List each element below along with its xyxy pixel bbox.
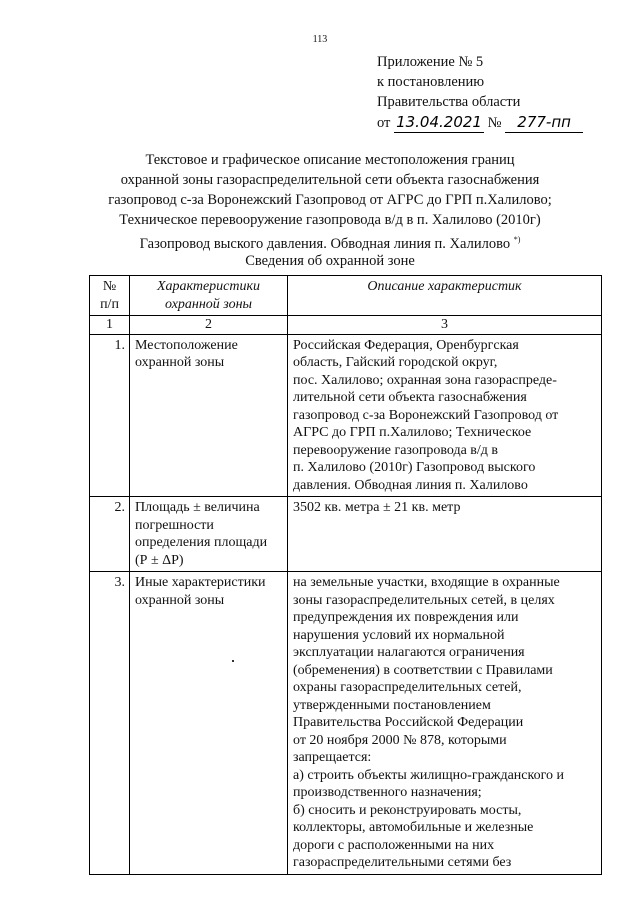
title-line xyxy=(60,230,600,254)
column-number: 2 xyxy=(130,316,288,335)
column-number: 3 xyxy=(288,316,602,335)
appendix-date-number-line xyxy=(377,112,583,133)
title-line: Текстовое и графическое описание местоположения границ xyxy=(145,152,515,168)
column-number: 1 xyxy=(90,316,130,335)
appendix-reference: к постановлению xyxy=(377,74,485,90)
handwritten-number: 277-пп xyxy=(505,112,583,133)
row-description: Российская Федерация, Оренбургская область, Гайский городской округ, пос. Халилово; охранная зона газораспреде- лительной сети объекта газоснабжения газопровод с-за Воронежский Газопровод от АГРС до ГРП п.Халилово; Техническое перевооружение газопровода в/д в п. Халилово (2010г) Газопровод выского давления. Обводная линия п. Халилово xyxy=(288,334,602,497)
row-number: 1. xyxy=(90,334,130,497)
date-prefix: от xyxy=(377,115,391,131)
header-description: Описание характеристик xyxy=(288,276,602,316)
handwritten-date: 13.04.2021 xyxy=(394,112,484,133)
column-number-row xyxy=(90,316,602,335)
row-characteristic: Площадь ± величина погрешности определения площади (Р ± ΔР) xyxy=(130,497,288,572)
title-line: газопровод с-за Воронежский Газопровод от АГРС до ГРП п.Халилово; xyxy=(108,192,552,208)
zone-info-table xyxy=(89,275,602,875)
scan-dot xyxy=(232,660,234,662)
appendix-title: Приложение № 5 xyxy=(377,54,484,70)
row-description: на земельные участки, входящие в охранные зоны газораспределительных сетей, в целях предупреждения их повреждения или нарушения условий их нормальной эксплуатации налагаются ограничения (обременения) в соответствии с Правилами охраны газораспределительных сетей, утвержденными постановлением Правительства Российской Федерации от 20 ноября 2000 № 878, которыми запрещается: а) строить объекты жилищно-гражданского и производственного назначения; б) сносить и реконструировать мосты, коллекторы, автомобильные и железные дороги с расположенными на них газораспределительными сетями без xyxy=(288,572,602,875)
table-row xyxy=(90,497,602,572)
number-prefix: № xyxy=(487,115,502,131)
row-characteristic: Местоположение охранной зоны xyxy=(130,334,288,497)
title-line-text: Газопровод выского давления. Обводная линия п. Халилово xyxy=(139,235,511,252)
row-characteristic: Иные характеристики охранной зоны xyxy=(130,572,288,875)
title-line: Техническое перевооружение газопровода в/д в п. Халилово (2010г) xyxy=(119,212,541,228)
table-row xyxy=(90,334,602,497)
appendix-header xyxy=(377,52,583,133)
document-title xyxy=(60,150,600,254)
row-number: 2. xyxy=(90,497,130,572)
row-description: 3502 кв. метра ± 21 кв. метр xyxy=(288,497,602,572)
header-number: № п/п xyxy=(90,276,130,316)
table-header-row xyxy=(90,276,602,316)
table-row xyxy=(90,572,602,875)
appendix-authority: Правительства области xyxy=(377,94,521,110)
page-number: 113 xyxy=(312,34,328,45)
title-line: охранной зоны газораспределительной сети объекта газоснабжения xyxy=(120,172,540,188)
row-number: 3. xyxy=(90,572,130,875)
header-characteristics: Характеристики охранной зоны xyxy=(130,276,288,316)
section-subtitle: Сведения об охранной зоне xyxy=(245,253,415,269)
footnote-mark: *) xyxy=(513,235,521,244)
